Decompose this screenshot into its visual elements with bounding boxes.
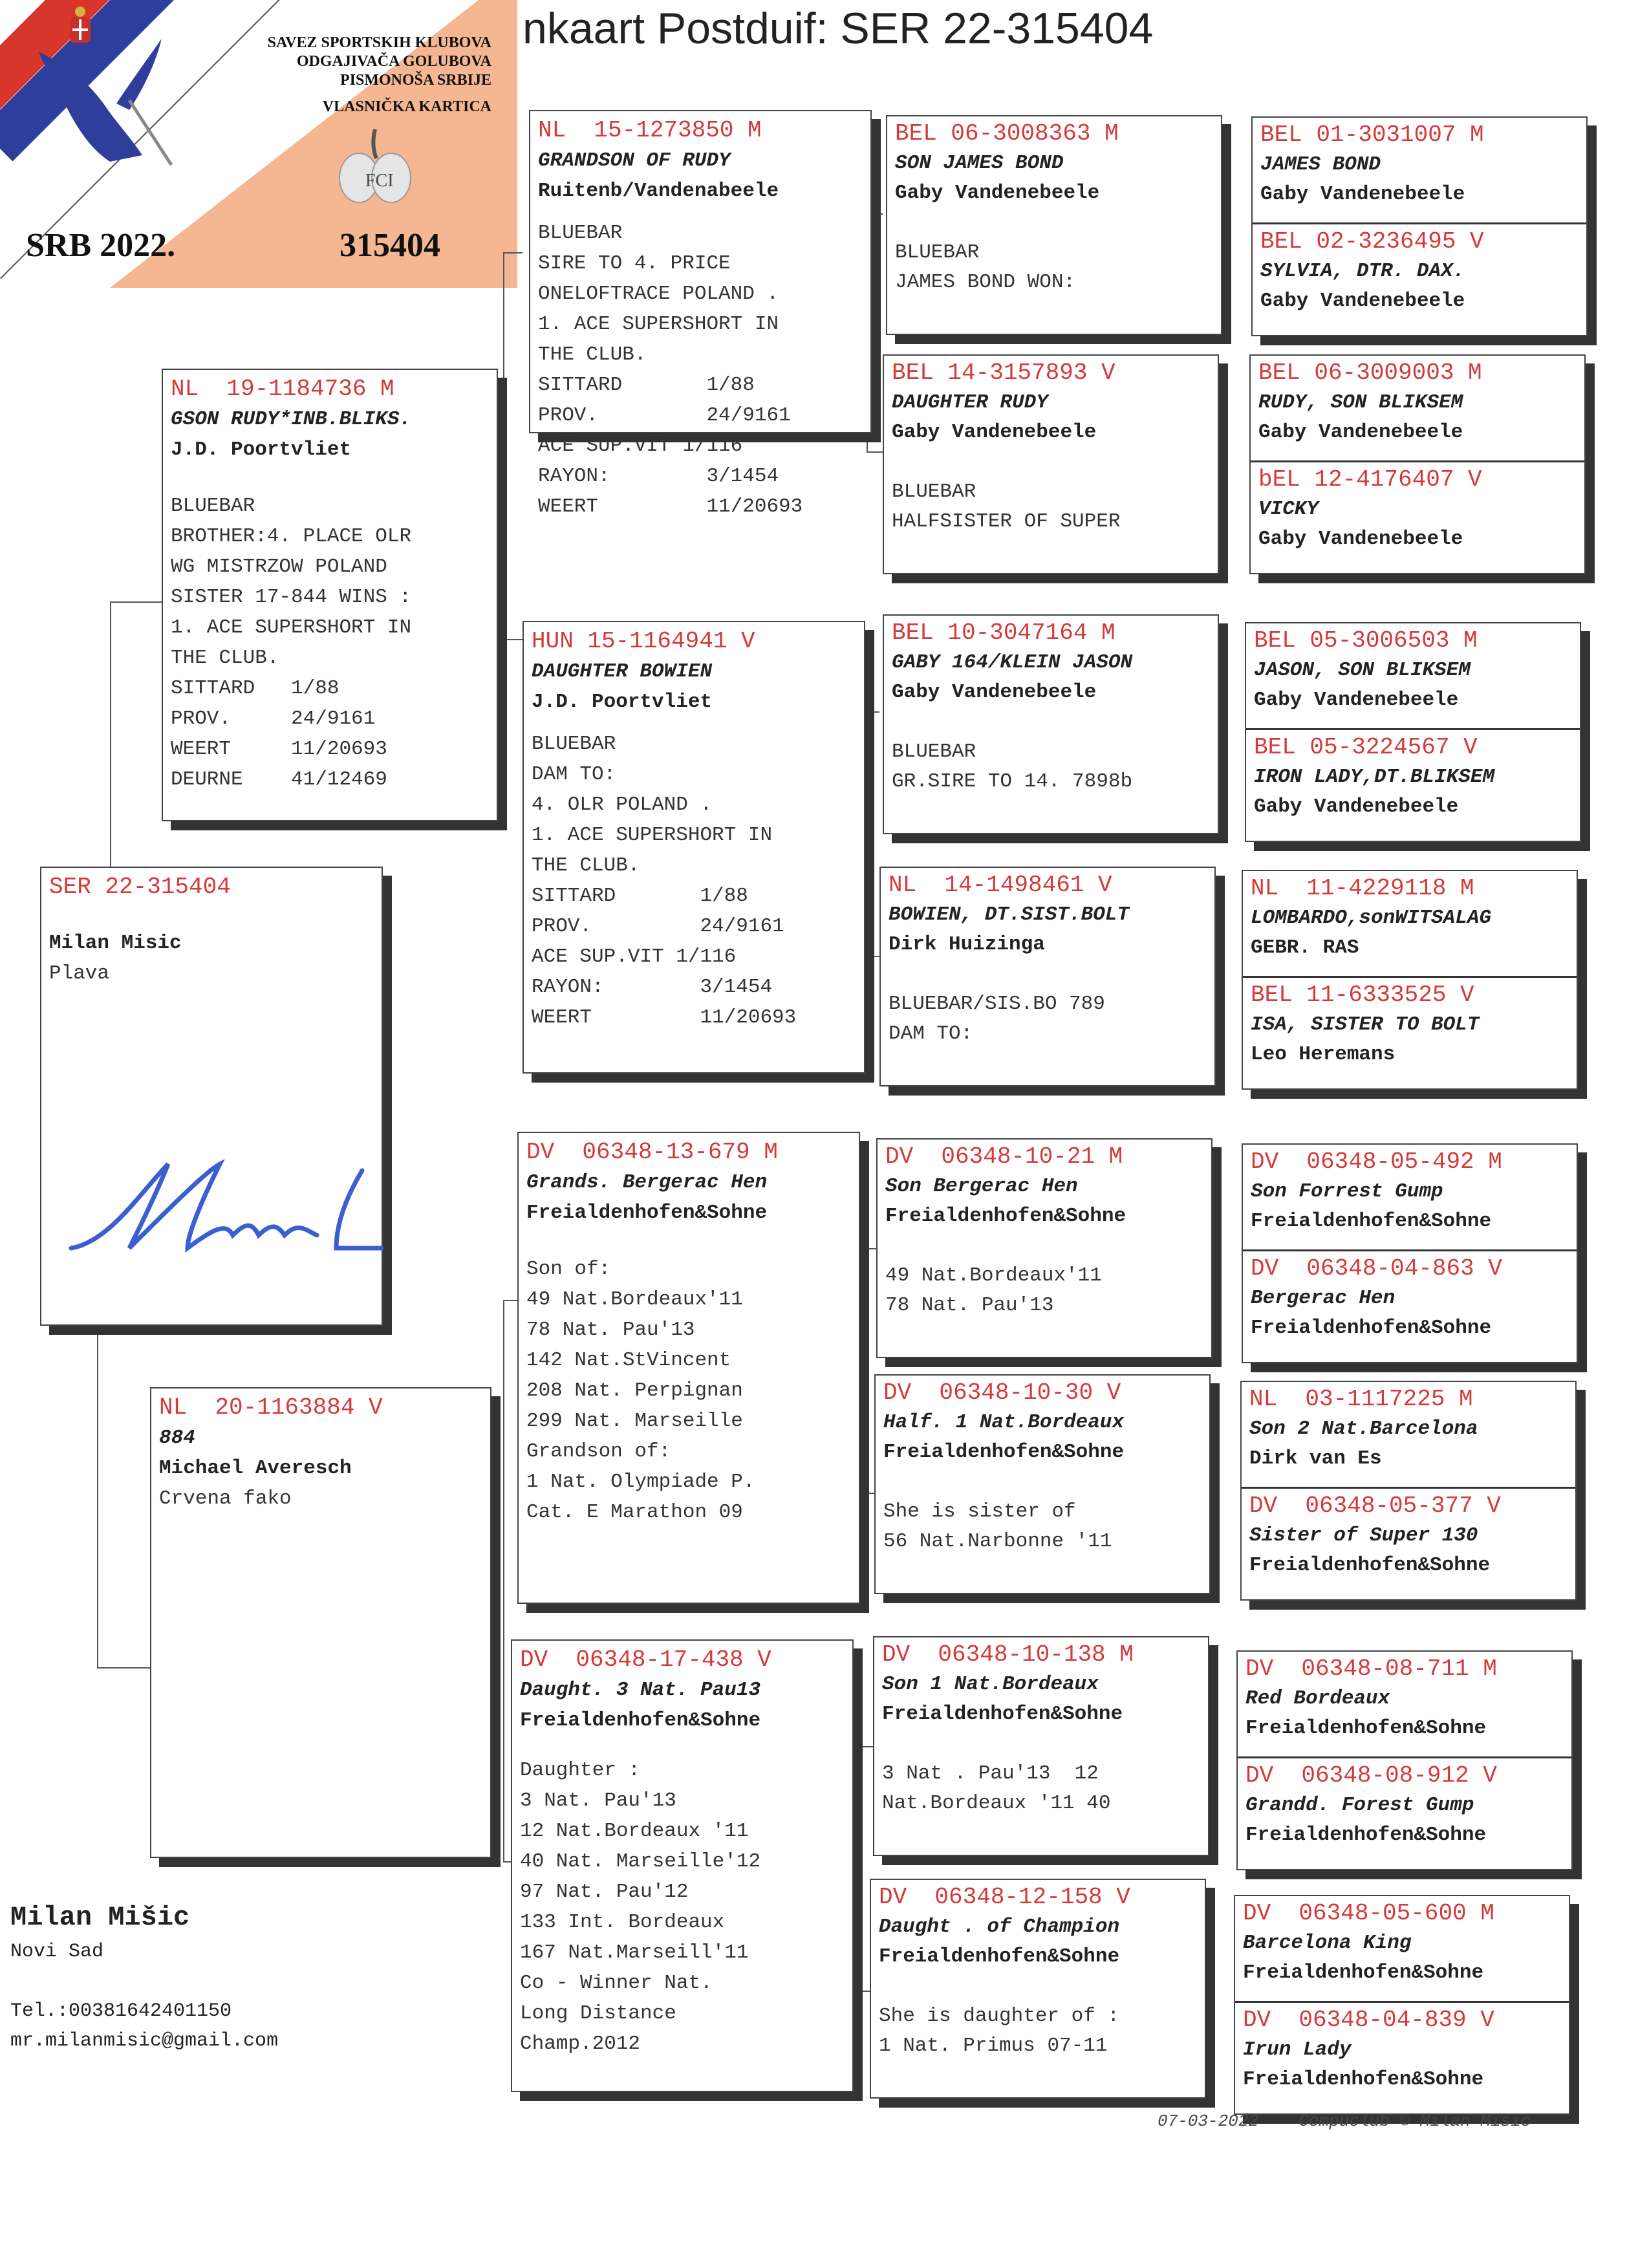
gen3-box[interactable] — [883, 354, 1219, 574]
org-line-1: SAVEZ SPORTSKIH KLUBOVA — [267, 34, 491, 51]
ring-number: BEL 10-3047164 M — [892, 620, 1116, 646]
breeder: Freialdenhofen&Sohne — [1243, 1961, 1484, 1984]
info-line: Cat. E Marathon 09 — [526, 1501, 743, 1524]
ring-number: BEL 05-3224567 V — [1254, 734, 1478, 761]
sire-info-line: PROV. 24/9161 — [171, 707, 376, 730]
ring-number: NL 14-1498461 V — [889, 872, 1112, 898]
info-line: ONELOFTRACE POLAND . — [538, 283, 779, 305]
info-line: 1. ACE SUPERSHORT IN — [538, 313, 779, 336]
info-line: 78 Nat. Pau'13 — [885, 1294, 1054, 1317]
info-line: 3 Nat . Pau'13 12 — [882, 1762, 1099, 1785]
breeder: Dirk van Es — [1249, 1447, 1382, 1470]
breeder: Leo Heremans — [1251, 1043, 1396, 1066]
gen4-pair-box[interactable] — [1240, 1381, 1577, 1601]
breeder: Freialdenhofen&Sohne — [885, 1205, 1126, 1227]
breeder: Dirk Huizinga — [889, 933, 1045, 956]
gen4-dam[interactable] — [1243, 1249, 1577, 1363]
info-line: She is daughter of : — [879, 2005, 1120, 2027]
pigeon-name: Son Bergerac Hen — [885, 1175, 1078, 1198]
info-line: DAM TO: — [889, 1022, 973, 1045]
connector-sire-parents — [503, 252, 523, 640]
info-line: RAYON: 3/1454 — [538, 465, 779, 488]
gen4-pair-box[interactable] — [1236, 1650, 1573, 1870]
signature-icon — [58, 1151, 394, 1268]
breeder: Gaby Vandenebeele — [895, 182, 1100, 204]
card-type: VLASNIČKA KARTICA — [322, 98, 491, 115]
ring-number: DV 06348-08-711 M — [1245, 1656, 1497, 1682]
gen4-sire[interactable] — [1251, 356, 1584, 460]
card-ring-number: 315404 — [339, 227, 440, 264]
connector-subject-sire — [110, 601, 162, 867]
info-line: 1 Nat. Olympiade P. — [526, 1471, 755, 1493]
ring-number: DV 06348-13-679 M — [526, 1139, 778, 1165]
breeder: Freialdenhofen&Sohne — [1243, 2068, 1484, 2091]
pigeon-name: Bergerac Hen — [1251, 1287, 1396, 1310]
ring-number: BEL 11-6333525 V — [1251, 982, 1474, 1008]
pigeon-name: Irun Lady — [1243, 2038, 1352, 2061]
ring-number: DV 06348-10-30 V — [883, 1379, 1121, 1406]
pigeon-name: GRANDSON OF RUDY — [538, 149, 731, 172]
pigeon-name: RUDY, SON BLIKSEM — [1258, 391, 1463, 414]
info-line: 133 Int. Bordeaux — [520, 1911, 725, 1934]
svg-text:FCI: FCI — [365, 171, 394, 191]
ring-number: DV 06348-05-492 M — [1251, 1149, 1502, 1175]
breeder: Freialdenhofen&Sohne — [520, 1709, 761, 1732]
info-line: SITTARD 1/88 — [538, 374, 755, 396]
pigeon-name: JASON, SON BLIKSEM — [1254, 659, 1471, 682]
breeder: Gaby Vandenebeele — [1258, 528, 1463, 550]
gen3-box[interactable] — [870, 1879, 1206, 2099]
pigeon-name: VICKY — [1258, 498, 1319, 521]
gen3-box[interactable] — [883, 614, 1219, 834]
pigeon-name: Sister of Super 130 — [1249, 1524, 1478, 1547]
info-line: HALFSISTER OF SUPER — [892, 510, 1121, 533]
gen4-sire[interactable] — [1238, 1652, 1571, 1756]
ring-number: DV 06348-05-377 V — [1249, 1493, 1501, 1519]
pigeon-name: LOMBARDO,sonWITSALAG — [1251, 907, 1492, 929]
breeder: Gaby Vandenebeele — [1260, 290, 1465, 312]
gen3-box[interactable] — [886, 115, 1222, 335]
info-line: BLUEBAR — [892, 481, 976, 503]
ring-number: DV 06348-08-912 V — [1245, 1762, 1497, 1789]
info-line: JAMES BOND WON: — [895, 271, 1076, 294]
pigeon-name: DAUGHTER BOWIEN — [532, 660, 713, 683]
sire-info-line: BROTHER:4. PLACE OLR — [171, 525, 412, 548]
info-line: RAYON: 3/1454 — [532, 976, 773, 999]
subject-ring: SER 22-315404 — [49, 874, 231, 900]
pigeon-name: Half. 1 Nat.Bordeaux — [883, 1411, 1125, 1434]
info-line: THE CLUB. — [532, 854, 640, 877]
info-line: 299 Nat. Marseille — [526, 1410, 743, 1432]
footer-date: 07-03-2022 — [1158, 2111, 1259, 2131]
gen4-dam[interactable] — [1242, 1487, 1575, 1601]
info-line: GR.SIRE TO 14. 7898b — [892, 770, 1133, 793]
breeder: Gaby Vandenebeele — [1258, 421, 1463, 444]
info-line: BLUEBAR/SIS.BO 789 — [889, 993, 1105, 1015]
info-line: DAM TO: — [532, 763, 616, 786]
ring-number: DV 06348-10-138 M — [882, 1641, 1134, 1668]
info-line: 49 Nat.Bordeaux'11 — [526, 1288, 743, 1311]
info-line: Nat.Bordeaux '11 40 — [882, 1792, 1111, 1815]
info-line: PROV. 24/9161 — [538, 404, 791, 427]
sire-info-line: BLUEBAR — [171, 495, 255, 517]
gen4-pair-box[interactable] — [1245, 622, 1581, 842]
owner-contact-block — [10, 1898, 278, 2056]
gen4-sire[interactable] — [1243, 871, 1577, 976]
info-line: Champ.2012 — [520, 2033, 641, 2055]
gen4-pair-box[interactable] — [1234, 1895, 1570, 2115]
owner-name: Milan Mišic — [10, 1902, 190, 1933]
org-line-2: ODGAJIVAČA GOLUBOVA — [296, 53, 491, 70]
gen4-sire[interactable] — [1243, 1145, 1577, 1249]
dam-name: 884 — [159, 1427, 195, 1449]
organization-name — [168, 34, 491, 116]
pigeon-name: Daught. 3 Nat. Pau13 — [520, 1679, 761, 1701]
breeder: Gaby Vandenebeele — [1260, 183, 1465, 206]
ring-number: DV 06348-10-21 M — [885, 1143, 1123, 1170]
subject-owner: Milan Misic — [49, 932, 182, 955]
sire-name: GSON RUDY*INB.BLIKS. — [171, 408, 412, 431]
sire-info-line: SITTARD 1/88 — [171, 677, 339, 700]
sire-info-line: THE CLUB. — [171, 647, 279, 669]
gen4-dam[interactable] — [1246, 728, 1580, 842]
pigeon-name: JAMES BOND — [1260, 153, 1381, 176]
gen3-box[interactable] — [879, 867, 1216, 1086]
breeder: Freialdenhofen&Sohne — [526, 1202, 768, 1224]
info-line: ACE SUP.VIT 1/116 — [532, 945, 737, 968]
breeder: Gaby Vandenebeele — [1254, 795, 1459, 818]
sire-info-line: DEURNE 41/12469 — [171, 768, 387, 791]
pigeon-name: Red Bordeaux — [1245, 1687, 1390, 1710]
gen4-dam[interactable] — [1238, 1756, 1571, 1870]
ring-number: DV 06348-04-863 V — [1251, 1255, 1502, 1282]
gen4-dam[interactable] — [1253, 222, 1586, 336]
breeder: Gaby Vandenebeele — [892, 681, 1097, 704]
info-line: BLUEBAR — [532, 733, 616, 755]
info-line: Long Distance — [520, 2002, 676, 2025]
gen2-box-2[interactable] — [523, 621, 865, 1074]
dam-ring: NL 20-1163884 V — [159, 1394, 383, 1421]
sire-box[interactable] — [162, 369, 498, 821]
ring-number: DV 06348-17-438 V — [520, 1647, 771, 1673]
pigeon-name: Son 2 Nat.Barcelona — [1249, 1418, 1478, 1440]
info-line: PROV. 24/9161 — [532, 915, 784, 938]
info-line: Grandson of: — [526, 1440, 671, 1463]
info-line: 208 Nat. Perpignan — [526, 1379, 743, 1402]
gen4-pair-box[interactable] — [1242, 1143, 1578, 1363]
info-line: 4. OLR POLAND . — [532, 794, 713, 816]
gen4-sire[interactable] — [1242, 1382, 1575, 1487]
fci-globe-logo-icon — [336, 129, 414, 207]
ring-number: DV 06348-04-839 V — [1243, 2007, 1494, 2033]
footer-credit: Compuclub © Milan Mišic — [1299, 2111, 1531, 2131]
pigeon-name: SYLVIA, DTR. DAX. — [1260, 260, 1465, 283]
info-line: Co - Winner Nat. — [520, 1972, 713, 1994]
gen2-box-4[interactable] — [511, 1639, 854, 2092]
gen4-pair-box[interactable] — [1242, 870, 1578, 1090]
subject-color: Plava — [49, 962, 110, 985]
pigeon-name: Son 1 Nat.Bordeaux — [882, 1673, 1099, 1696]
gen4-dam[interactable] — [1243, 976, 1577, 1090]
pigeon-name: Grandd. Forest Gump — [1245, 1794, 1474, 1817]
pigeon-name: GABY 164/KLEIN JASON — [892, 651, 1133, 674]
gen2-box-3[interactable] — [517, 1132, 860, 1604]
sire-ring: NL 19-1184736 M — [171, 376, 394, 402]
owner-city: Novi Sad — [10, 1941, 104, 1963]
breeder: Freialdenhofen&Sohne — [1245, 1717, 1487, 1740]
info-line: 1. ACE SUPERSHORT IN — [532, 824, 773, 847]
sire-owner: J.D. Poortvliet — [171, 438, 352, 461]
info-line: SIRE TO 4. PRICE — [538, 252, 731, 275]
ring-number: BEL 01-3031007 M — [1260, 122, 1484, 148]
org-line-3: PISMONOŠA SRBIJE — [339, 72, 491, 89]
gen3-box[interactable] — [874, 1374, 1211, 1594]
breeder: Ruitenb/Vandenabeele — [538, 180, 779, 202]
gen4-dam[interactable] — [1251, 460, 1584, 574]
pigeon-name: Barcelona King — [1243, 1932, 1412, 1954]
info-line: WEERT 11/20693 — [532, 1006, 797, 1029]
card-country-year: SRB 2022. — [26, 227, 176, 264]
info-line: 142 Nat.StVincent — [526, 1349, 731, 1372]
info-line: 97 Nat. Pau'12 — [520, 1881, 689, 1903]
ring-number: NL 11-4229118 M — [1251, 875, 1474, 902]
info-line: She is sister of — [883, 1500, 1076, 1523]
breeder: Gaby Vandenebeele — [892, 421, 1097, 444]
ring-number: NL 15-1273850 M — [538, 117, 762, 144]
pigeon-name: Son Forrest Gump — [1251, 1180, 1443, 1203]
gen4-sire[interactable] — [1246, 623, 1580, 728]
ring-number: NL 03-1117225 M — [1249, 1386, 1473, 1412]
ring-number: BEL 02-3236495 V — [1260, 228, 1484, 255]
pigeon-name: Grands. Bergerac Hen — [526, 1171, 768, 1194]
ownership-card — [0, 0, 517, 288]
gen2-box-1[interactable] — [529, 110, 872, 518]
owner-phone[interactable]: Tel.:00381642401150 — [10, 2000, 232, 2022]
ring-number: DV 06348-05-600 M — [1243, 1900, 1494, 1927]
ring-number: BEL 05-3006503 M — [1254, 627, 1478, 654]
info-line: 56 Nat.Narbonne '11 — [883, 1530, 1112, 1553]
breeder: Freialdenhofen&Sohne — [1249, 1554, 1491, 1577]
breeder: Freialdenhofen&Sohne — [1245, 1824, 1487, 1846]
sire-info-line: 1. ACE SUPERSHORT IN — [171, 616, 412, 639]
info-line: SITTARD 1/88 — [532, 885, 748, 907]
owner-email[interactable]: mr.milanmisic@gmail.com — [10, 2030, 279, 2052]
gen4-sire[interactable] — [1235, 1896, 1569, 2001]
breeder: Freialdenhofen&Sohne — [1251, 1317, 1492, 1339]
info-line: 12 Nat.Bordeaux '11 — [520, 1820, 749, 1842]
pigeon-name: Daught . of Champion — [879, 1916, 1120, 1938]
info-line: Daughter : — [520, 1759, 641, 1782]
breeder: Freialdenhofen&Sohne — [1251, 1210, 1492, 1233]
gen3-box[interactable] — [876, 1138, 1212, 1358]
info-line: 40 Nat. Marseille'12 — [520, 1850, 761, 1873]
info-line: BLUEBAR — [538, 222, 623, 244]
gen3-box[interactable] — [873, 1636, 1209, 1856]
dam-color: Crvena fako — [159, 1487, 292, 1510]
info-line: THE CLUB. — [538, 343, 647, 366]
sire-info-line: SISTER 17-844 WINS : — [171, 586, 412, 609]
breeder: Gaby Vandenebeele — [1254, 689, 1459, 711]
info-line: ACE SUP.VIT 1/116 — [538, 435, 743, 457]
breeder: Freialdenhofen&Sohne — [883, 1441, 1125, 1463]
breeder: J.D. Poortvliet — [532, 691, 713, 713]
dam-owner: Michael Averesch — [159, 1457, 352, 1480]
breeder: Freialdenhofen&Sohne — [882, 1703, 1123, 1725]
gen4-dam[interactable] — [1235, 2001, 1569, 2115]
info-line: BLUEBAR — [892, 740, 976, 763]
gen4-pair-box[interactable] — [1251, 116, 1588, 336]
page-footer — [1158, 2111, 1531, 2131]
breeder: GEBR. RAS — [1251, 936, 1359, 959]
pigeon-name: ISA, SISTER TO BOLT — [1251, 1013, 1480, 1036]
info-line: 167 Nat.Marseill'11 — [520, 1941, 749, 1964]
info-line: BLUEBAR — [895, 241, 980, 264]
page-title: nkaart Postduif: SER 22-315404 — [523, 4, 1154, 53]
info-line: Son of: — [526, 1258, 611, 1280]
pigeon-name: BOWIEN, DT.SIST.BOLT — [889, 903, 1130, 926]
info-line: 78 Nat. Pau'13 — [526, 1319, 695, 1341]
ring-number: bEL 12-4176407 V — [1258, 466, 1482, 493]
connector-subject-dam — [97, 1319, 155, 1669]
info-line: 1 Nat. Primus 07-11 — [879, 2035, 1108, 2057]
ring-number: DV 06348-12-158 V — [879, 1884, 1130, 1910]
info-line: WEERT 11/20693 — [538, 495, 803, 518]
ring-number: BEL 06-3009003 M — [1258, 360, 1482, 386]
ring-number: HUN 15-1164941 V — [532, 628, 755, 654]
info-line: 3 Nat. Pau'13 — [520, 1789, 676, 1812]
gen4-sire[interactable] — [1253, 118, 1586, 222]
sire-info-line: WEERT 11/20693 — [171, 738, 387, 761]
breeder: Freialdenhofen&Sohne — [879, 1945, 1120, 1968]
pigeon-name: DAUGHTER RUDY — [892, 391, 1048, 414]
info-line: 49 Nat.Bordeaux'11 — [885, 1264, 1102, 1287]
pigeon-name: SON JAMES BOND — [895, 152, 1064, 175]
gen4-pair-box[interactable] — [1249, 354, 1586, 574]
ring-number: BEL 06-3008363 M — [895, 120, 1119, 147]
pigeon-name: IRON LADY,DT.BLIKSEM — [1254, 766, 1495, 788]
dam-box[interactable] — [150, 1387, 491, 1858]
ring-number: BEL 14-3157893 V — [892, 360, 1116, 386]
sire-info-line: WG MISTRZOW POLAND — [171, 556, 387, 578]
